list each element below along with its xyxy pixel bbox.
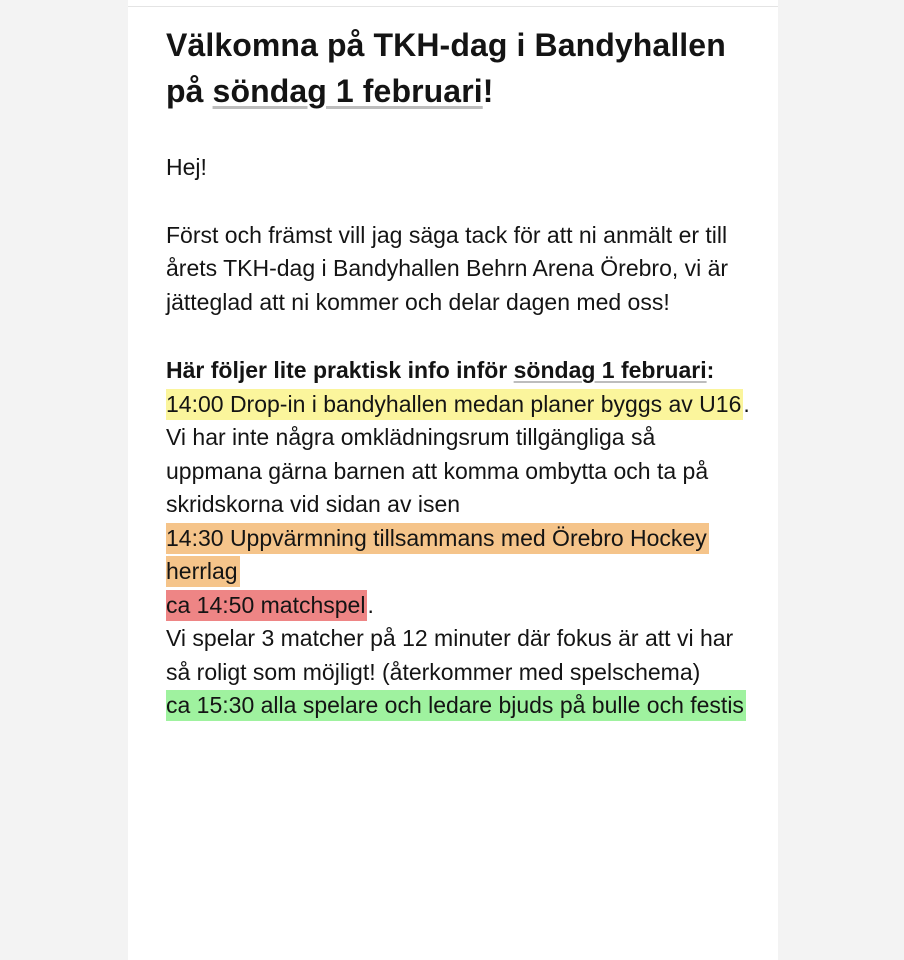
schedule-item-snack: ca 15:30 alla spelare och ledare bjuds på bulle och festis xyxy=(166,690,746,721)
schedule-item-matchplay: ca 14:50 matchspel xyxy=(166,590,367,621)
schedule xyxy=(166,388,756,723)
email-title xyxy=(166,22,756,114)
info-heading-end: : xyxy=(706,357,715,383)
intro-paragraph: Först och främst vill jag säga tack för att ni anmält er till årets TKH-dag i Bandyhallen Behrn Arena Örebro, vi är jätteglad att ni kommer och delar dagen med oss! xyxy=(166,221,729,315)
schedule-item-warmup: 14:30 Uppvärmning tillsammans med Örebro Hockey herrlag xyxy=(166,523,709,588)
schedule-item-matchplay-end: . xyxy=(367,591,374,618)
schedule-item-dropin-note: . Vi har inte några omklädningsrum tillgängliga så uppmana gärna barnen att komma ombytta och ta på skridskorna vid sidan av isen xyxy=(166,390,750,517)
schedule-item-dropin: 14:00 Drop-in i bandyhallen medan planer byggs av U16 xyxy=(166,389,743,420)
info-heading-text: Här följer lite praktisk info inför xyxy=(166,357,514,383)
greeting: Hej! xyxy=(166,154,207,180)
info-heading-date-link[interactable]: söndag 1 februari xyxy=(513,357,707,383)
schedule-matches-text: Vi spelar 3 matcher på 12 minuter där fokus är att vi har så roligt som möjligt! (återkommer med spelschema) xyxy=(166,625,734,685)
email-body xyxy=(166,22,756,723)
title-text: Välkomna på TKH-dag i Bandyhallen på xyxy=(166,27,726,109)
info-heading xyxy=(166,354,756,388)
top-divider xyxy=(128,6,778,7)
title-date-link[interactable]: söndag 1 februari xyxy=(212,73,483,109)
title-end: ! xyxy=(482,73,494,109)
